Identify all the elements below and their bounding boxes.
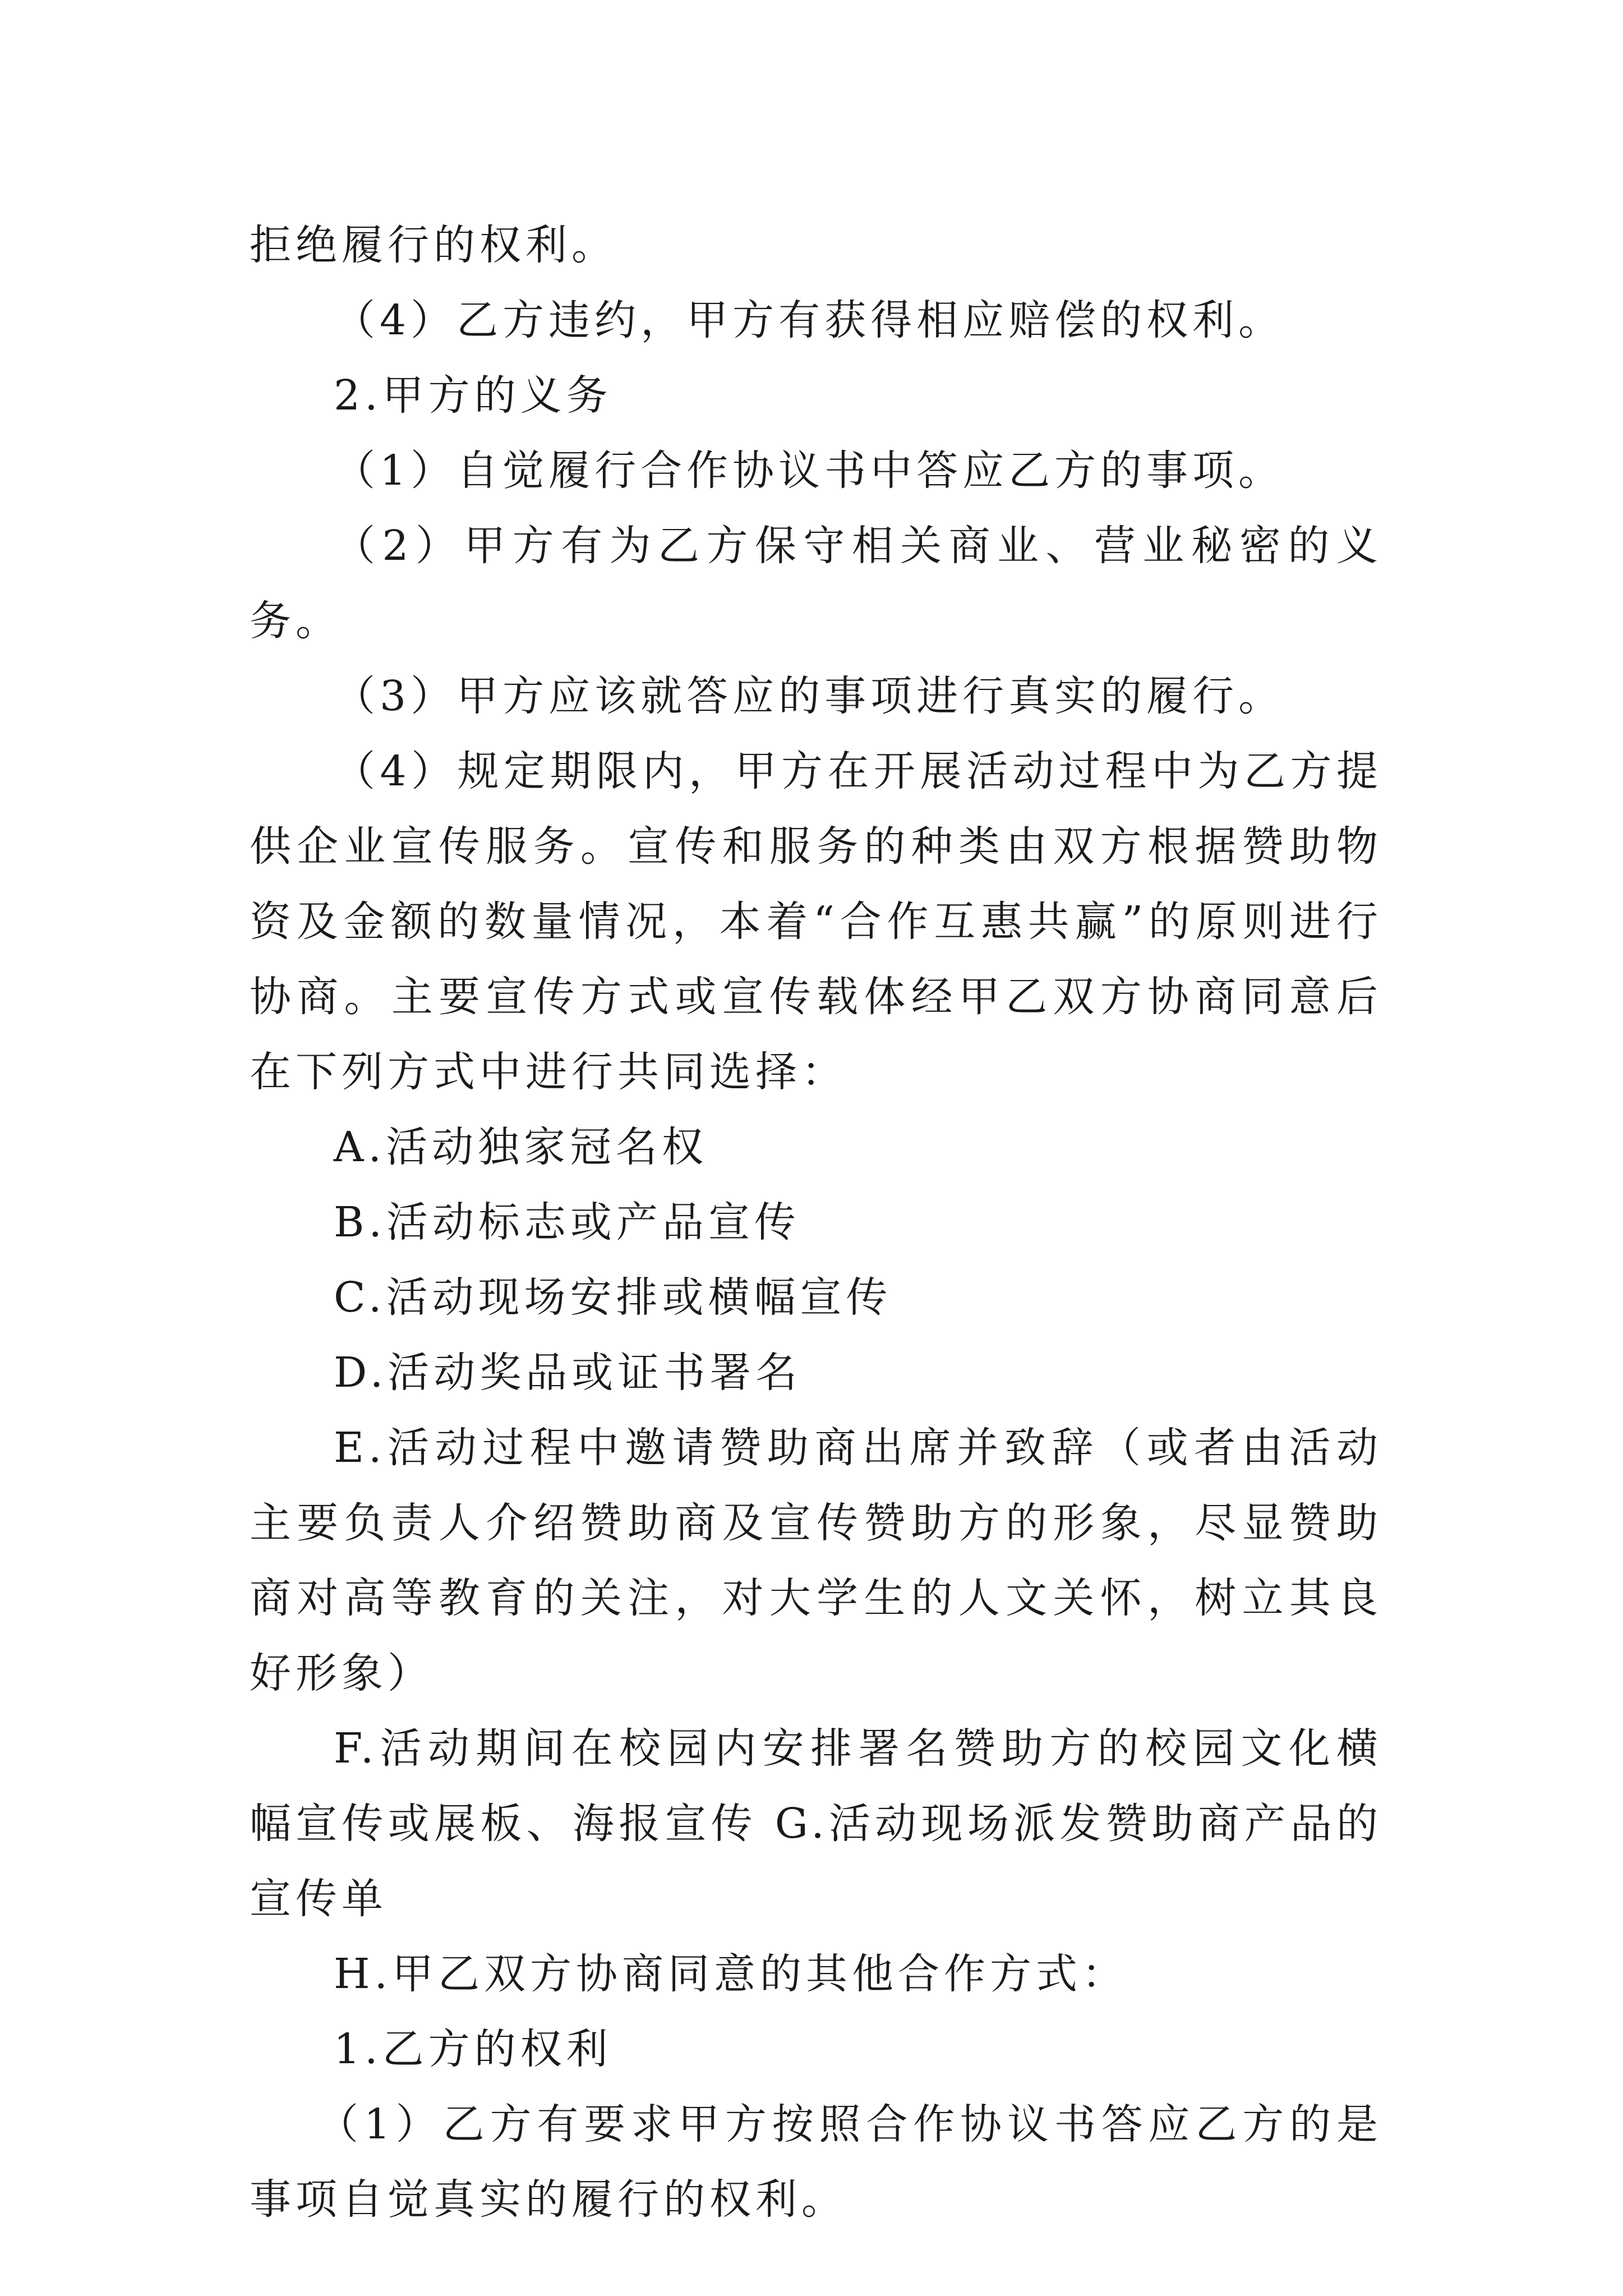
option-e: E.活动过程中邀请赞助商出席并致辞（或者由活动主要负责人介绍赞助商及宣传赞助方的形象，尽显赞助商对高等教育的关注，对大学生的人文关怀，树立其良好形象） bbox=[250, 1424, 1382, 1697]
paragraph-obligation-1: （1）自觉履行合作协议书中答应乙方的事项。 bbox=[334, 447, 1285, 495]
option-d: D.活动奖品或证书署名 bbox=[334, 1349, 802, 1397]
paragraph-party-b-right-1: （1）乙方有要求甲方按照合作协议书答应乙方的是事项自觉真实的履行的权利。 bbox=[250, 2100, 1382, 2224]
paragraph-continuation: 拒绝履行的权利。 bbox=[250, 221, 617, 269]
heading-party-a-obligations: 2.甲方的义务 bbox=[334, 371, 612, 420]
paragraph-party-a-right-4: （4）乙方违约，甲方有获得相应赔偿的权利。 bbox=[334, 296, 1285, 344]
option-h: H.甲乙双方协商同意的其他合作方式： bbox=[334, 1950, 1128, 1998]
paragraph-obligation-2: （2）甲方有为乙方保守相关商业、营业秘密的义务。 bbox=[250, 522, 1382, 645]
option-f-g: F.活动期间在校园内安排署名赞助方的校园文化横幅宣传或展板、海报宣传 G.活动现场派发赞助商产品的宣传单 bbox=[250, 1724, 1382, 1923]
document-body bbox=[250, 208, 1382, 2237]
option-a: A.活动独家冠名权 bbox=[334, 1123, 708, 1171]
paragraph-obligation-4: （4）规定期限内，甲方在开展活动过程中为乙方提供企业宣传服务。宣传和服务的种类由双方根据赞助物资及金额的数量情况，本着“合作互惠共赢”的原则进行协商。主要宣传方式或宣传载体经甲乙双方协商同意后在下列方式中进行共同选择： bbox=[250, 747, 1382, 1096]
option-b: B.活动标志或产品宣传 bbox=[334, 1198, 800, 1246]
heading-party-b-rights: 1.乙方的权利 bbox=[334, 2025, 612, 2073]
paragraph-obligation-3: （3）甲方应该就答应的事项进行真实的履行。 bbox=[334, 672, 1285, 720]
option-c: C.活动现场安排或横幅宣传 bbox=[334, 1273, 892, 1322]
